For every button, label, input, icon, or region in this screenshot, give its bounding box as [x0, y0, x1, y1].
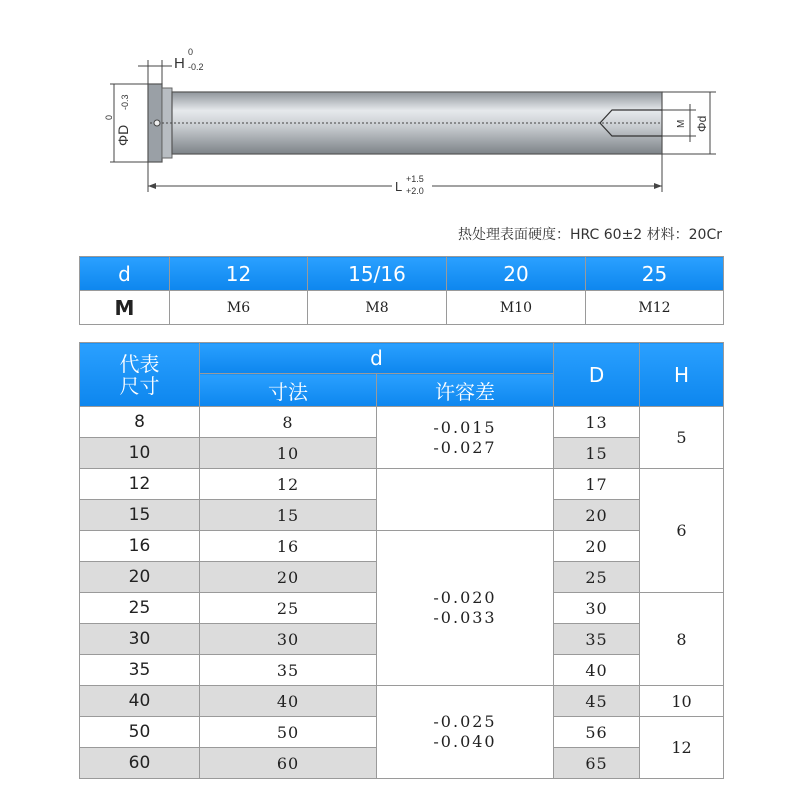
header-H: H	[640, 343, 724, 407]
size-table	[79, 342, 724, 779]
tolerance-upper: -0.020	[433, 588, 497, 607]
pin-shaft	[172, 92, 662, 154]
row-size: 30	[80, 624, 200, 655]
head-hole	[154, 120, 160, 126]
header-nominal-size: 代表 尺寸	[80, 343, 200, 407]
tolerance-lower: -0.033	[433, 608, 497, 627]
header-d: d	[200, 343, 554, 374]
h-tol-lower: -0.2	[188, 62, 204, 72]
row-D: 30	[554, 593, 640, 624]
h-cell: 8	[640, 593, 724, 686]
row-D: 56	[554, 717, 640, 748]
d-tol-lower: -0.3	[120, 94, 130, 110]
thread-d-value: 25	[586, 257, 724, 291]
row-dim: 16	[200, 531, 377, 562]
row-dim: 35	[200, 655, 377, 686]
row-D: 20	[554, 500, 640, 531]
thread-m-value: M12	[586, 291, 724, 325]
tolerance-cell-blank	[377, 469, 554, 531]
row-dim: 10	[200, 438, 377, 469]
tolerance-upper: -0.025	[433, 712, 497, 731]
row-D: 35	[554, 624, 640, 655]
h-cell: 5	[640, 407, 724, 469]
thread-d-value: 20	[447, 257, 586, 291]
tolerance-lower: -0.027	[433, 437, 497, 457]
header-tolerance: 许容差	[377, 374, 554, 407]
d-dim-label: ΦD	[115, 124, 131, 146]
row-size: 25	[80, 593, 200, 624]
row-dim: 60	[200, 748, 377, 779]
h-cell: 10	[640, 686, 724, 717]
h-cell: 12	[640, 717, 724, 779]
h-tol-upper: 0	[188, 47, 194, 57]
row-size: 20	[80, 562, 200, 593]
row-D: 20	[554, 531, 640, 562]
row-size: 60	[80, 748, 200, 779]
row-D: 17	[554, 469, 640, 500]
row-D: 40	[554, 655, 640, 686]
phid-dim-label: Φd	[695, 115, 709, 132]
thread-m-value: M6	[170, 291, 308, 325]
row-size: 8	[80, 407, 200, 438]
tolerance-cell	[377, 531, 554, 686]
thread-d-value: 15/16	[308, 257, 447, 291]
row-size: 10	[80, 438, 200, 469]
row-D: 13	[554, 407, 640, 438]
row-size: 15	[80, 500, 200, 531]
thread-m-value: M8	[308, 291, 447, 325]
row-dim: 15	[200, 500, 377, 531]
row-D: 45	[554, 686, 640, 717]
part-drawing	[0, 0, 800, 210]
row-dim: 30	[200, 624, 377, 655]
thread-m-value: M10	[447, 291, 586, 325]
row-size: 40	[80, 686, 200, 717]
row-dim: 12	[200, 469, 377, 500]
m-dim-label: M	[676, 119, 687, 128]
tolerance-lower: -0.040	[433, 732, 497, 751]
row-size: 50	[80, 717, 200, 748]
row-size: 12	[80, 469, 200, 500]
l-tol-upper: +1.5	[406, 174, 424, 184]
row-size: 35	[80, 655, 200, 686]
header-D: D	[554, 343, 640, 407]
row-D: 25	[554, 562, 640, 593]
l-dim-label: L	[395, 179, 403, 194]
thread-m-header: M	[80, 291, 170, 325]
row-dim: 25	[200, 593, 377, 624]
row-D: 15	[554, 438, 640, 469]
tolerance-cell	[377, 407, 554, 469]
row-dim: 50	[200, 717, 377, 748]
row-dim: 8	[200, 407, 377, 438]
tolerance-cell	[377, 686, 554, 779]
row-size: 16	[80, 531, 200, 562]
thread-d-header: d	[80, 257, 170, 291]
row-dim: 20	[200, 562, 377, 593]
row-dim: 40	[200, 686, 377, 717]
l-tol-lower: +2.0	[406, 186, 424, 196]
d-tol-upper: 0	[104, 114, 114, 120]
thread-table	[79, 256, 724, 325]
h-cell: 6	[640, 469, 724, 593]
tolerance-upper: -0.015	[433, 417, 497, 437]
h-dim-label: H	[174, 55, 185, 72]
spec-line: 热处理表面硬度：HRC 60±2 材料：20Cr	[457, 227, 722, 243]
row-D: 65	[554, 748, 640, 779]
thread-d-value: 12	[170, 257, 308, 291]
header-dim: 寸法	[200, 374, 377, 407]
